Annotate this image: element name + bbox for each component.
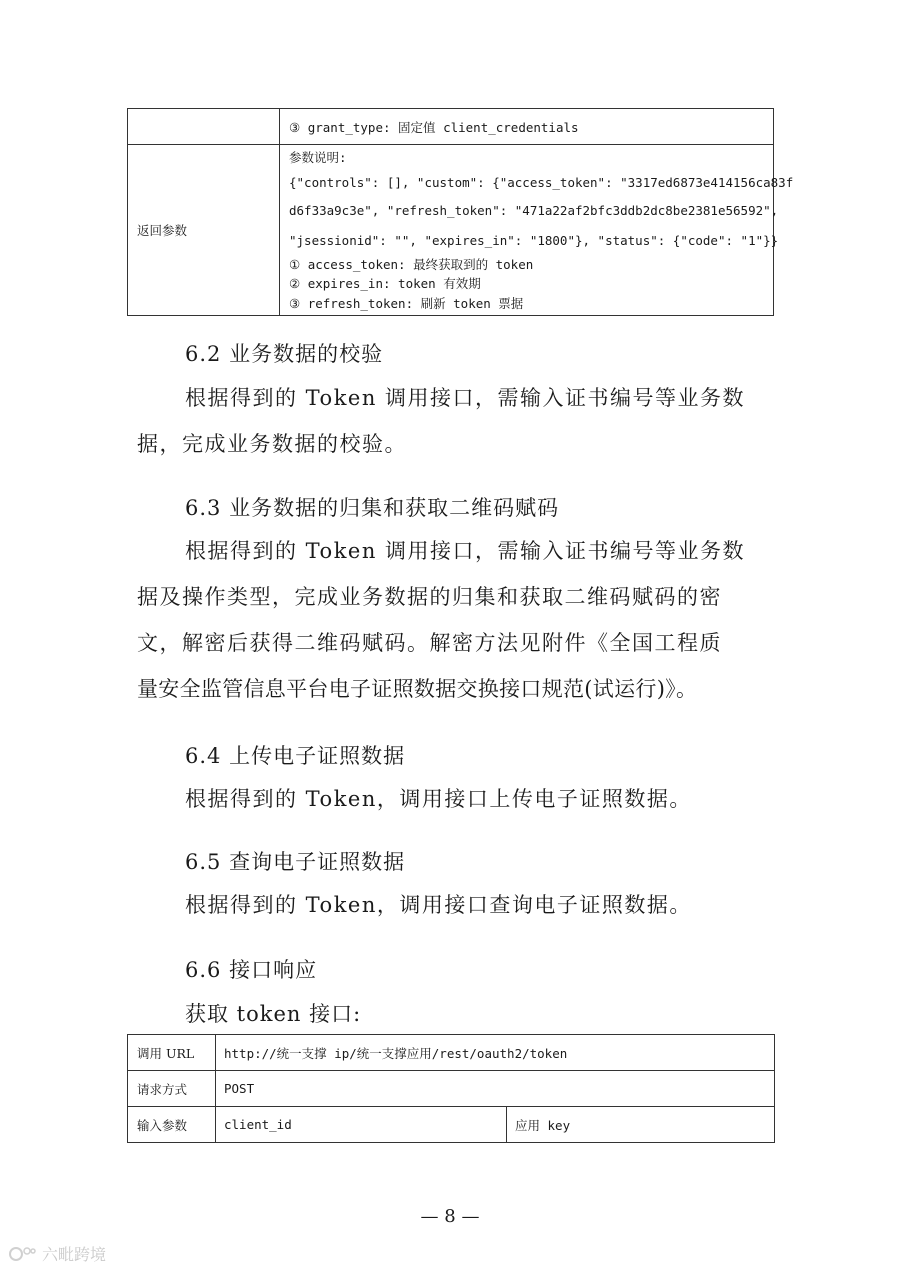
method-value: POST <box>224 1081 255 1096</box>
table-cell <box>216 1071 775 1107</box>
table-cell <box>128 109 280 145</box>
paragraph-line: 根据得到的 Token 调用接口，需输入证书编号等业务数 <box>185 386 746 410</box>
paragraph-line: 据，完成业务数据的校验。 <box>137 432 407 456</box>
table-cell <box>128 1035 216 1071</box>
row-label: 请求方式 <box>137 1081 188 1097</box>
table-row <box>128 1071 775 1107</box>
table-row <box>128 109 774 145</box>
paragraph-line: 量安全监管信息平台电子证照数据交换接口规范(试运行)》。 <box>137 677 698 701</box>
section-body-6-2 <box>137 375 777 467</box>
section-subheading: 获取 token 接口: <box>185 1002 362 1026</box>
top-table <box>127 108 794 316</box>
token-api-table <box>127 1034 775 1143</box>
section-heading-6-4: 6.4 上传电子证照数据 <box>185 744 406 768</box>
paragraph-line: 根据得到的 Token，调用接口查询电子证照数据。 <box>185 893 692 917</box>
watermark <box>8 1242 106 1265</box>
paragraph-line: 根据得到的 Token，调用接口上传电子证照数据。 <box>185 787 692 811</box>
json-line: {"controls": [], "custom": {"access_token": "3317ed6873e414156ca83f <box>289 175 794 190</box>
params-desc-line: 参数说明: <box>289 150 347 165</box>
table-cell <box>216 1107 507 1143</box>
return-params-label-cell <box>128 145 280 316</box>
watermark-text: 六毗跨境 <box>42 1245 107 1264</box>
section-heading-6-2: 6.2 业务数据的校验 <box>185 342 384 366</box>
grant-type-value: ③ grant_type: 固定值 client_credentials <box>289 119 579 135</box>
table-row <box>128 145 774 316</box>
table-row <box>128 1035 775 1071</box>
param-note: ① access_token: 最终获取到的 token <box>289 257 534 272</box>
url-value: http://统一支撑 ip/统一支撑应用/rest/oauth2/token <box>224 1045 568 1061</box>
section-body-6-3 <box>137 528 777 712</box>
param-note: ③ refresh_token: 刷新 token 票据 <box>289 296 524 311</box>
paragraph-line: 文，解密后获得二维码赋码。解密方法见附件《全国工程质 <box>137 631 722 655</box>
param-desc: 应用 key <box>515 1117 571 1133</box>
paragraph-line: 根据得到的 Token 调用接口，需输入证书编号等业务数 <box>185 539 746 563</box>
table-cell <box>128 1107 216 1143</box>
page-number: — 8 — <box>420 1206 480 1227</box>
table-cell <box>216 1035 775 1071</box>
section-body-6-4 <box>137 776 777 822</box>
table-cell <box>280 109 774 145</box>
table-cell <box>128 1071 216 1107</box>
section-heading-6-3: 6.3 业务数据的归集和获取二维码赋码 <box>185 496 560 520</box>
return-params-label: 返回参数 <box>137 223 188 238</box>
section-heading-6-6: 6.6 接口响应 <box>185 958 318 982</box>
json-line: d6f33a9c3e", "refresh_token": "471a22af2bfc3ddb2dc8be2381e56592", <box>289 203 779 218</box>
table-cell <box>507 1107 775 1143</box>
section-heading-6-5: 6.5 查询电子证照数据 <box>185 850 406 874</box>
return-params-value-cell <box>280 145 794 316</box>
row-label: 输入参数 <box>137 1117 188 1133</box>
watermark-logo-icon <box>8 1245 38 1263</box>
section-body-6-5 <box>137 882 777 928</box>
param-name: client_id <box>224 1117 292 1132</box>
paragraph-line: 据及操作类型，完成业务数据的归集和获取二维码赋码的密 <box>137 585 722 609</box>
json-line: "jsessionid": "", "expires_in": "1800"}, "status": {"code": "1"}} <box>289 233 779 248</box>
table-row <box>128 1107 775 1143</box>
param-note: ② expires_in: token 有效期 <box>289 276 481 291</box>
row-label: 调用 URL <box>137 1045 195 1061</box>
